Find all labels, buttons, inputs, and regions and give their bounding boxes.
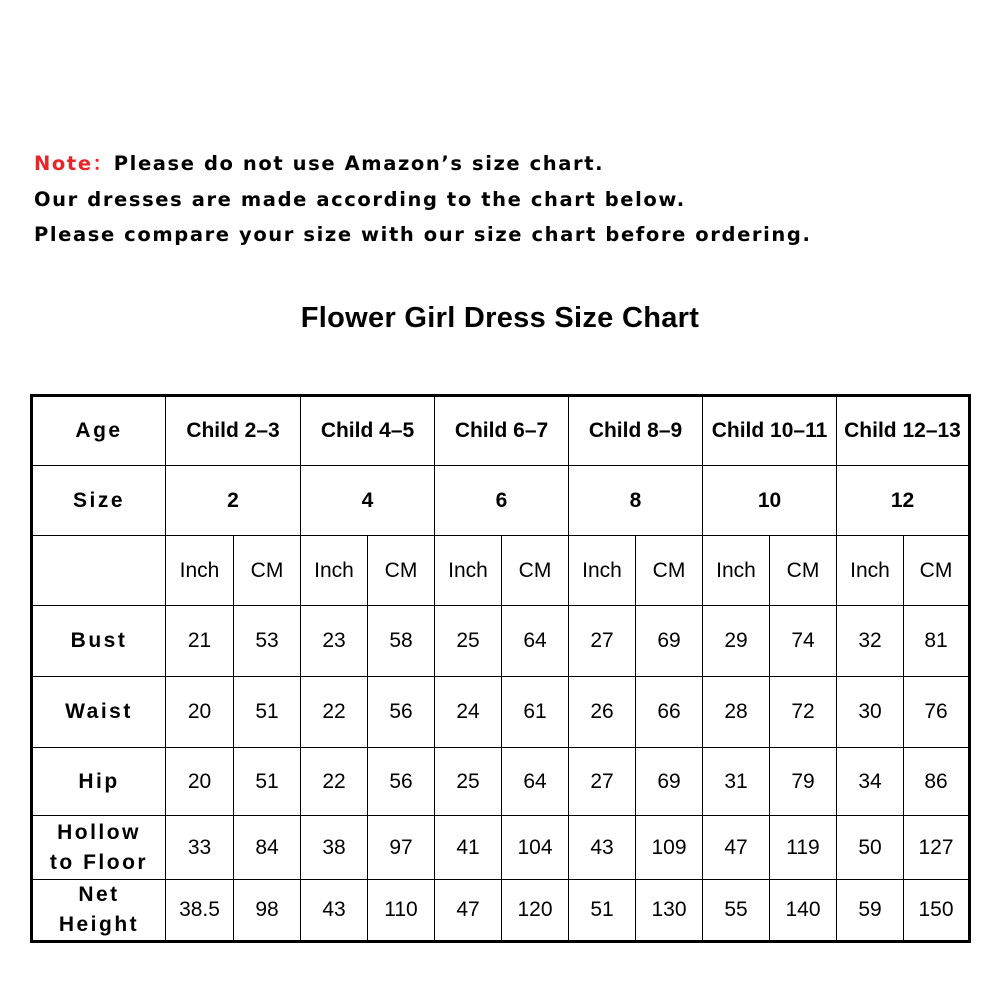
value-cell: 61	[502, 677, 569, 748]
value-cell: 29	[703, 606, 770, 677]
value-cell: 47	[435, 880, 502, 942]
size-cell: 10	[703, 466, 837, 536]
unit-cm: CM	[368, 536, 435, 606]
value-cell: 130	[636, 880, 703, 942]
age-label: Age	[32, 396, 166, 466]
value-cell: 119	[770, 816, 837, 880]
age-cell: Child 12–13	[837, 396, 970, 466]
value-cell: 25	[435, 748, 502, 816]
size-cell: 8	[569, 466, 703, 536]
value-cell: 97	[368, 816, 435, 880]
value-cell: 79	[770, 748, 837, 816]
size-cell: 2	[166, 466, 301, 536]
age-row	[32, 396, 970, 466]
value-cell: 51	[234, 748, 301, 816]
value-cell: 69	[636, 606, 703, 677]
age-cell: Child 10–11	[703, 396, 837, 466]
chart-title: Flower Girl Dress Size Chart	[300, 302, 700, 334]
value-cell: 43	[569, 816, 636, 880]
blank-cell	[32, 536, 166, 606]
value-cell: 31	[703, 748, 770, 816]
net-height-row	[32, 880, 970, 942]
unit-cm: CM	[904, 536, 970, 606]
age-cell: Child 6–7	[435, 396, 569, 466]
row-label: Bust	[32, 606, 166, 677]
hip-row	[32, 748, 970, 816]
value-cell: 140	[770, 880, 837, 942]
row-label: Waist	[32, 677, 166, 748]
value-cell: 38.5	[166, 880, 234, 942]
value-cell: 55	[703, 880, 770, 942]
value-cell: 22	[301, 677, 368, 748]
value-cell: 58	[368, 606, 435, 677]
unit-cm: CM	[234, 536, 301, 606]
age-cell: Child 2–3	[166, 396, 301, 466]
value-cell: 33	[166, 816, 234, 880]
value-cell: 64	[502, 748, 569, 816]
value-cell: 20	[166, 748, 234, 816]
unit-inch: Inch	[837, 536, 904, 606]
value-cell: 43	[301, 880, 368, 942]
size-cell: 6	[435, 466, 569, 536]
unit-row	[32, 536, 970, 606]
row-label-line-1: Hollow	[57, 820, 141, 844]
size-chart-table	[30, 394, 971, 943]
size-note	[34, 146, 984, 253]
value-cell: 56	[368, 677, 435, 748]
note-line-1	[34, 146, 984, 182]
row-label-line-1: Net	[78, 883, 120, 906]
value-cell: 41	[435, 816, 502, 880]
unit-cm: CM	[770, 536, 837, 606]
value-cell: 74	[770, 606, 837, 677]
age-cell: Child 8–9	[569, 396, 703, 466]
note-line-2: Our dresses are made according to the chart below.	[34, 187, 686, 211]
value-cell: 25	[435, 606, 502, 677]
value-cell: 98	[234, 880, 301, 942]
value-cell: 26	[569, 677, 636, 748]
value-cell: 50	[837, 816, 904, 880]
value-cell: 59	[837, 880, 904, 942]
bust-row	[32, 606, 970, 677]
unit-inch: Inch	[703, 536, 770, 606]
unit-cm: CM	[502, 536, 569, 606]
row-label	[32, 880, 166, 942]
value-cell: 56	[368, 748, 435, 816]
row-label-line-2: Height	[58, 913, 140, 936]
value-cell: 72	[770, 677, 837, 748]
value-cell: 64	[502, 606, 569, 677]
row-label-line-2: to Floor	[49, 850, 149, 874]
value-cell: 66	[636, 677, 703, 748]
value-cell: 120	[502, 880, 569, 942]
value-cell: 150	[904, 880, 970, 942]
hollow-to-floor-row	[32, 816, 970, 880]
value-cell: 32	[837, 606, 904, 677]
value-cell: 28	[703, 677, 770, 748]
value-cell: 27	[569, 748, 636, 816]
value-cell: 20	[166, 677, 234, 748]
value-cell: 51	[234, 677, 301, 748]
value-cell: 47	[703, 816, 770, 880]
value-cell: 30	[837, 677, 904, 748]
size-row	[32, 466, 970, 536]
value-cell: 27	[569, 606, 636, 677]
size-label: Size	[32, 466, 166, 536]
value-cell: 104	[502, 816, 569, 880]
note-line-3: Please compare your size with our size chart before ordering.	[34, 223, 812, 246]
size-cell: 12	[837, 466, 970, 536]
note-label: Note：	[34, 152, 114, 175]
value-cell: 69	[636, 748, 703, 816]
value-cell: 110	[368, 880, 435, 942]
value-cell: 23	[301, 606, 368, 677]
unit-inch: Inch	[435, 536, 502, 606]
value-cell: 109	[636, 816, 703, 880]
unit-inch: Inch	[569, 536, 636, 606]
waist-row	[32, 677, 970, 748]
value-cell: 86	[904, 748, 970, 816]
unit-inch: Inch	[301, 536, 368, 606]
value-cell: 84	[234, 816, 301, 880]
value-cell: 51	[569, 880, 636, 942]
unit-inch: Inch	[166, 536, 234, 606]
value-cell: 127	[904, 816, 970, 880]
value-cell: 53	[234, 606, 301, 677]
value-cell: 34	[837, 748, 904, 816]
value-cell: 81	[904, 606, 970, 677]
value-cell: 76	[904, 677, 970, 748]
size-cell: 4	[301, 466, 435, 536]
value-cell: 24	[435, 677, 502, 748]
value-cell: 21	[166, 606, 234, 677]
unit-cm: CM	[636, 536, 703, 606]
note-text-1: Please do not use Amazon’s size chart.	[113, 152, 605, 175]
row-label: Hip	[32, 748, 166, 816]
row-label	[32, 816, 166, 880]
value-cell: 38	[301, 816, 368, 880]
age-cell: Child 4–5	[301, 396, 435, 466]
value-cell: 22	[301, 748, 368, 816]
